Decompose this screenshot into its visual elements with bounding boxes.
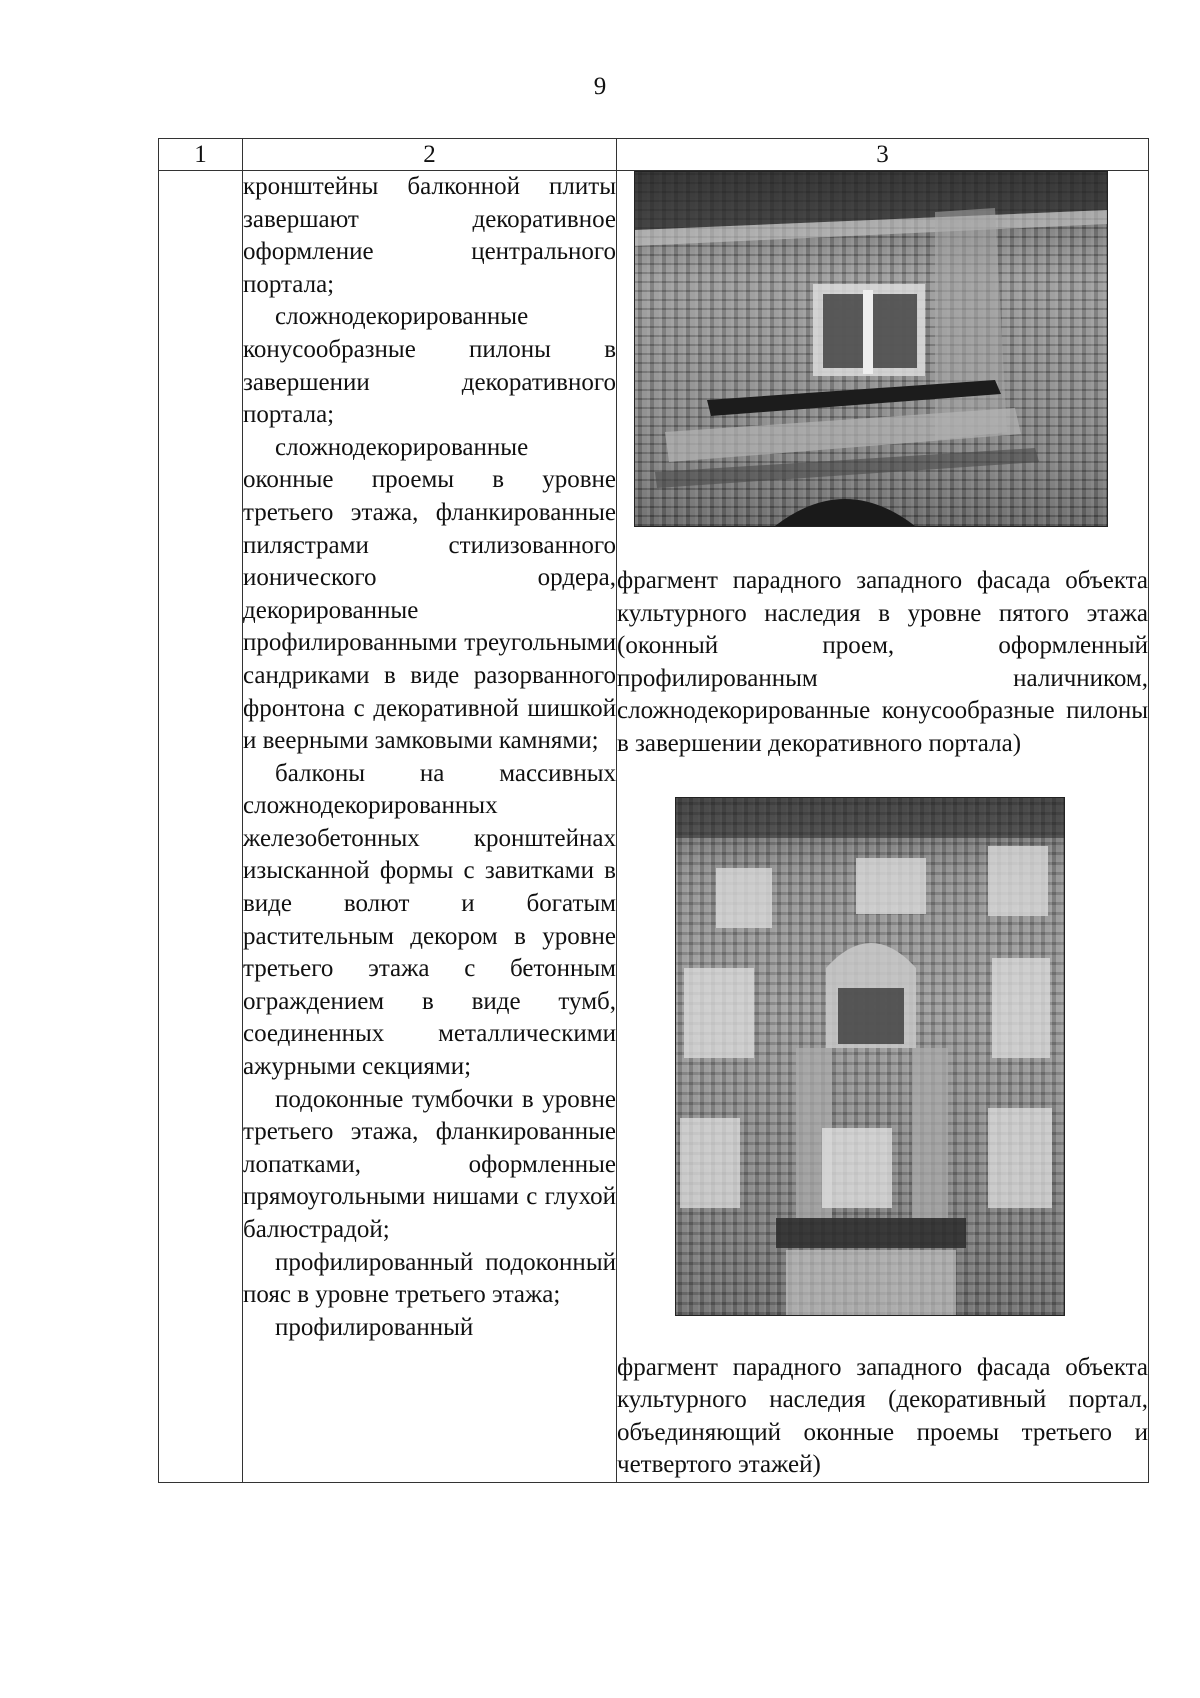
element-description-text xyxy=(243,171,616,1344)
description-paragraph: сложнодекорированные оконные проемы в уровне третьего этажа, фланкированные пилястрами стилизованного ионического ордера, декорированные профилированными треугольными сандриками в виде разорванного фронтона с декоративной шишкой и веерными замковыми камнями; xyxy=(243,433,616,755)
facade-photo-portal-drawing xyxy=(676,798,1064,1315)
column-header-1: 1 xyxy=(159,139,243,171)
facade-photo-fifth-floor xyxy=(634,171,1108,527)
description-paragraph: подоконные тумбочки в уровне третьего этажа, фланкированные лопатками, оформленные прямоугольными нишами с глухой балюстрадой; xyxy=(243,1085,616,1243)
description-paragraph: профилированный xyxy=(275,1313,474,1341)
column-1-cell xyxy=(159,171,243,1483)
table-header-row xyxy=(159,139,1149,171)
facade-photo-portal xyxy=(675,797,1065,1316)
facade-photo-fifth-floor-drawing xyxy=(635,172,1107,526)
description-paragraph: сложнодекорированные конусообразные пилоны в завершении декоративного портала; xyxy=(243,303,616,429)
heritage-description-table xyxy=(158,138,1149,1483)
column-header-3: 3 xyxy=(617,139,1149,171)
column-header-2: 2 xyxy=(243,139,617,171)
photo-caption: фрагмент парадного западного фасада объекта культурного наследия (декоративный портал, объединяющий оконные проемы третьего и четвертого этажей) xyxy=(617,1353,1148,1479)
table-row xyxy=(159,171,1149,1483)
description-paragraph: кронштейны балконной плиты завершают декоративное оформление центрального портала; xyxy=(243,173,616,298)
column-3-cell xyxy=(617,171,1149,1483)
description-paragraph: профилированный подоконный пояс в уровне третьего этажа; xyxy=(243,1248,616,1309)
photo-caption: фрагмент парадного западного фасада объекта культурного наследия в уровне пятого этажа (оконный проем, оформленный профилированным наличником, сложнодекорированные конусообразные пилоны в завершении декоративного портала) xyxy=(617,567,1148,757)
page-number: 9 xyxy=(593,73,607,100)
column-2-cell xyxy=(243,171,617,1483)
description-paragraph: балконы на массивных сложнодекорированных железобетонных кронштейнах изысканной формы с завитками в виде волют и богатым растительным декором в уровне третьего этажа с бетонным ограждением в виде тумб, соединенных металлическими ажурными секциями; xyxy=(243,759,616,1081)
